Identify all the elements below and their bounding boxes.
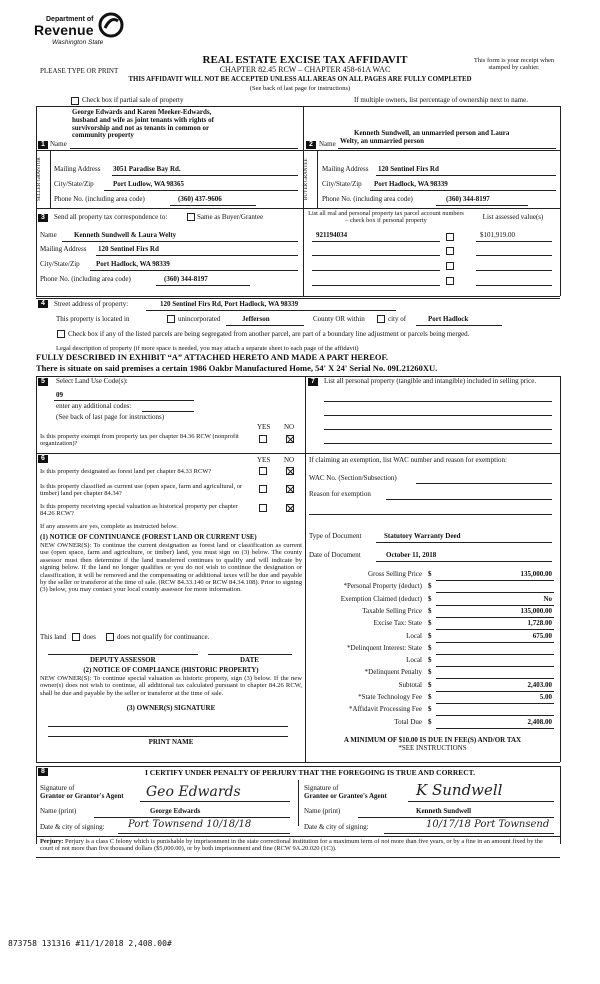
seller-name-line: survivorship and not as tenants in common or	[72, 123, 210, 132]
corr-phone-value: (360) 344-8197	[164, 275, 208, 283]
forest-yes-checkbox[interactable]	[259, 467, 267, 475]
personal-property-checkbox[interactable]	[446, 233, 454, 241]
land-use-see-back: (See back of last page for instructions)	[56, 413, 165, 421]
section-3-number: 3	[38, 214, 48, 222]
land-use-label: Select Land Use Code(s):	[56, 377, 128, 385]
grantor-name-value: George Edwards	[150, 807, 201, 815]
calc-row-dollar: $	[428, 718, 432, 726]
calc-row-dollar: $	[428, 668, 432, 676]
grantee-signature: K Sundwell	[416, 781, 503, 799]
calc-row-label: Local	[406, 656, 422, 664]
deputy-assessor-label: DEPUTY ASSESSOR	[90, 656, 156, 664]
legal-note: Legal description of property (if more space is needed, you may attach a separate sheet to each page of the affidavit)	[56, 345, 359, 352]
seller-name-line: George Edwards and Karen Meeker-Edwards,	[72, 108, 212, 116]
receipt-note: This form is your receipt when stamped by cashier.	[473, 57, 555, 72]
logo-emblem-icon	[98, 12, 124, 38]
seller-name-line: community property	[72, 131, 134, 140]
section-7-number: 7	[308, 378, 318, 386]
notice-continuance-title: (1) NOTICE OF CONTINUANCE (FOREST LAND OR CURRENT USE)	[40, 534, 257, 541]
historical-no-checkbox[interactable]	[286, 504, 294, 512]
grantee-date-value: 10/17/18 Port Townsend	[426, 819, 550, 830]
section-2-number: 2	[306, 141, 316, 149]
grantor-date-value: Port Townsend 10/18/18	[128, 819, 252, 830]
buyer-city-value: Port Hadlock, WA 98339	[374, 180, 448, 188]
this-land-label: This land	[40, 633, 67, 641]
segregated-checkbox[interactable]	[57, 330, 65, 338]
calc-row-dollar: $	[428, 607, 432, 615]
calc-row-line	[436, 728, 554, 729]
warning-text: THIS AFFIDAVIT WILL NOT BE ACCEPTED UNLESS ALL AREAS ON ALL PAGES ARE FULLY COMPLETED	[128, 76, 472, 83]
see-instructions-note: *SEE INSTRUCTIONS	[398, 744, 467, 752]
calc-row-line	[436, 642, 554, 643]
corr-mailing-value: 120 Sentinel Firs Rd	[98, 245, 159, 253]
street-label: Street address of property:	[54, 300, 129, 308]
logo-line1: Department of	[46, 16, 94, 23]
county-value: Jefferson	[242, 315, 270, 323]
deputy-date-label: DATE	[240, 656, 259, 664]
calc-row-label: *Personal Property (deduct)	[343, 582, 422, 590]
forest-no-checkbox[interactable]	[286, 467, 294, 475]
same-as-buyer-checkbox[interactable]	[187, 213, 195, 221]
grantor-date-label: Date & city of signing:	[40, 823, 105, 831]
calc-row-line	[436, 703, 554, 704]
parcel-number-value: 921194034	[316, 231, 348, 239]
calc-row-line	[436, 617, 554, 618]
if-yes-note: If any answers are yes, complete as instructed below.	[40, 523, 178, 530]
form-title: REAL ESTATE EXCISE TAX AFFIDAVIT	[202, 54, 408, 66]
section-6-number: 6	[38, 455, 48, 463]
corr-name-value: Kenneth Sundwell & Laura Welty	[74, 231, 177, 239]
calc-row-label: Taxable Selling Price	[362, 607, 422, 615]
buyer-city-label: City/State/Zip	[322, 180, 362, 188]
grantor-signature-label	[40, 785, 124, 801]
send-correspondence-label: Send all property tax correspondence to:	[54, 213, 168, 221]
corr-mailing-label: Mailing Address	[40, 245, 87, 253]
multiple-owners-note: If multiple owners, list percentage of ownership next to name.	[354, 96, 528, 104]
doc-type-label: Type of Document	[309, 532, 362, 540]
current-use-no-checkbox[interactable]	[286, 485, 294, 493]
grantor-signature: Geo Edwards	[146, 784, 241, 800]
calc-row-value: 2,403.00	[527, 681, 552, 689]
seller-name-line: husband and wife as joint tenants with rights of	[72, 115, 214, 124]
current-use-question: Is this property classified as current use (open space, farm and agricultural, or timber) land per chapter 84.34?	[40, 483, 243, 498]
wac-label: WAC No. (Section/Subsection)	[309, 474, 397, 482]
minimum-due-note: A MINIMUM OF $10.00 IS DUE IN FEE(S) AND/OR TAX	[343, 736, 522, 744]
calc-row-value: No	[543, 595, 552, 603]
current-use-yes-checkbox[interactable]	[259, 485, 267, 493]
unincorporated-label: unincorporated	[178, 315, 221, 323]
sec6-no-header: NO	[284, 456, 295, 464]
corr-city-value: Port Hadlock, WA 98339	[96, 260, 170, 268]
grantee-name-label: Name (print)	[304, 807, 341, 815]
does-not-qualify-checkbox[interactable]	[106, 633, 114, 641]
calc-row-value: 135,000.00	[520, 607, 552, 615]
doc-date-label: Date of Document	[309, 551, 361, 559]
perjury-label: Perjury:	[40, 838, 64, 845]
seller-city-value: Port Ludlow, WA 98365	[113, 180, 185, 188]
grantor-name-label: Name (print)	[40, 807, 77, 815]
within-city-checkbox[interactable]	[377, 315, 385, 323]
buyer-name-value	[340, 130, 560, 146]
notice-compliance-text: NEW OWNER(S): To continue special valuation as historic property, sign (3) below. If the new owner(s) does not wish to continue, all additional tax calculated pursuant to chapter 84.26 RCW, shall be due and payable by the seller or transferor at the time of sale.	[40, 675, 302, 697]
calc-row-label: Subtotal	[398, 681, 422, 689]
calc-row-dollar: $	[428, 570, 432, 578]
calc-row-label: *Delinquent Interest: State	[346, 644, 422, 652]
grantor-sig-line1: Signature of	[40, 784, 75, 792]
exempt-yes-checkbox[interactable]	[259, 435, 267, 443]
calc-row-dollar: $	[428, 656, 432, 664]
owner-signature-label: (3) OWNER(S) SIGNATURE	[126, 704, 216, 712]
calc-row-value: 135,000.00	[520, 570, 552, 578]
print-name-label: PRINT NAME	[148, 738, 194, 746]
additional-codes-label: enter any additional codes:	[56, 402, 132, 410]
seller-side-label: SELLER GRANTOR	[37, 157, 42, 201]
county-label: County OR within	[313, 315, 365, 323]
historical-question: Is this property receiving special valuation as historical property per chapter 84.26 RCW?	[40, 503, 238, 518]
historical-yes-checkbox[interactable]	[259, 504, 267, 512]
calc-row-label: Total Due	[394, 718, 422, 726]
sec5-no-header: NO	[284, 423, 295, 431]
calc-row-line	[436, 715, 554, 716]
grantee-name-value: Kenneth Sundwell	[416, 807, 472, 815]
city-value: Port Hadlock	[428, 315, 469, 323]
legal-description-line2: There is situate on said premises a certain 1986 Oakbr Manufactured Home, 54' X 24' Serial No. 09L21260XU.	[36, 363, 438, 373]
corr-name-label: Name	[40, 231, 57, 239]
partial-sale-checkbox[interactable]	[71, 97, 79, 105]
calc-row-value: 1,728.00	[527, 619, 552, 627]
personal-property-label: List all personal property (tangible and intangible) included in selling price.	[324, 377, 537, 385]
does-not-label: does not qualify for continuance.	[117, 633, 210, 641]
calc-row-dollar: $	[428, 582, 432, 590]
section-8-number: 8	[38, 768, 48, 776]
calc-row-line	[436, 580, 554, 581]
calc-row-label: Excise Tax: State	[373, 619, 422, 627]
please-type: PLEASE TYPE OR PRINT	[40, 67, 119, 75]
section-1-number: 1	[38, 141, 48, 149]
parcel-header: List all real and personal property tax parcel account numbers – check box if personal property	[308, 210, 464, 225]
section-5-number: 5	[38, 378, 48, 386]
exempt-no-checkbox[interactable]	[286, 435, 294, 443]
cashier-stamp: 873758 131316 #11/1/2018 2,408.00#	[8, 939, 172, 948]
buyer-name-line: Kenneth Sundwell, an unmarried person and Laura	[354, 129, 510, 137]
calc-row-line	[436, 691, 554, 692]
street-value: 120 Sentinel Firs Rd, Port Hadlock, WA 98339	[160, 300, 299, 308]
segregated-label: Check box if any of the listed parcels are being segregated from another parcel, are part of a boundary line adjustment or parcels being merged.	[68, 330, 470, 338]
logo-line2: Revenue	[34, 22, 94, 38]
calc-row-dollar: $	[428, 644, 432, 652]
calc-row-line	[436, 629, 554, 630]
calc-row-label: *Delinquent Penalty	[364, 668, 422, 676]
grantee-sig-line1: Signature of	[304, 784, 339, 792]
calc-row-dollar: $	[428, 705, 432, 713]
calc-row-line	[436, 592, 554, 593]
grantee-date-label: Date & city of signing:	[304, 823, 369, 831]
calc-row-dollar: $	[428, 595, 432, 603]
seller-city-label: City/State/Zip	[54, 180, 94, 188]
sec5-yes-header: YES	[257, 423, 271, 431]
personal-property-checkbox[interactable]	[446, 277, 454, 285]
buyer-phone-value: (360) 344-8197	[446, 195, 490, 203]
calc-row-line	[436, 666, 554, 667]
see-back: (See back of last page for instructions)	[249, 85, 351, 92]
assessed-header: List assessed value(s)	[482, 213, 544, 221]
form-subtitle: CHAPTER 82.45 RCW – CHAPTER 458-61A WAC	[219, 65, 391, 74]
does-qualify-checkbox[interactable]	[72, 633, 80, 641]
calc-row-value: 675.00	[532, 632, 552, 640]
unincorporated-checkbox[interactable]	[167, 315, 175, 323]
exempt-question: Is this property exempt from property tax per chapter 84.36 RCW (nonprofit organization)?	[40, 433, 239, 448]
assessed-value: $101,919.00	[480, 231, 515, 239]
located-label: This property is located in	[56, 315, 130, 323]
sec6-yes-header: YES	[257, 456, 271, 464]
buyer-name-label: Name	[319, 140, 336, 148]
buyer-name-line: Welty, an unmarried person	[340, 136, 425, 145]
notice-continuance-text: NEW OWNER(S): To continue the current designation as forest land or classification as current use (open space, farm and agriculture, or timber) land, you must sign on (3) below. The county assessor must then determine if the land transferred continues to qualify and will indicate by signing below. If the land no longer qualifies or you do not wish to continue the designation or classification, it will be removed and the compensating or additional taxes will be due and payable by the seller or transferor at the time of sale. (RCW 84.33.140 or RCW 84.34.108). Prior to signing (3) below, you may contact your local county assessor for more information.	[40, 542, 302, 594]
calc-row-dollar: $	[428, 632, 432, 640]
notice-compliance-title: (2) NOTICE OF COMPLIANCE (HISTORIC PROPERTY)	[83, 667, 259, 674]
buyer-mailing-label: Mailing Address	[322, 165, 369, 173]
seller-name-label: Name	[50, 140, 67, 148]
calc-row-dollar: $	[428, 681, 432, 689]
forest-land-question: Is this property designated as forest land per chapter 84.33 RCW?	[40, 468, 212, 475]
does-label: does	[83, 633, 96, 641]
doc-date-value: October 11, 2018	[386, 551, 437, 559]
calc-row-label: *State Technology Fee	[358, 693, 422, 701]
section-4-number: 4	[38, 300, 48, 308]
certify-statement: I CERTIFY UNDER PENALTY OF PERJURY THAT THE FOREGOING IS TRUE AND CORRECT.	[144, 768, 475, 777]
seller-phone-value: (360) 437-9606	[178, 195, 222, 203]
calc-row-dollar: $	[428, 619, 432, 627]
grantor-sig-line2: Grantor or Grantor's Agent	[40, 791, 124, 800]
grantee-sig-line2: Grantee or Grantee's Agent	[304, 791, 387, 800]
personal-property-checkbox[interactable]	[446, 247, 454, 255]
logo-line3: Washington State	[52, 39, 104, 46]
corr-city-label: City/State/Zip	[40, 260, 80, 268]
seller-name-value	[72, 109, 300, 140]
seller-phone-label: Phone No. (including area code)	[54, 195, 145, 203]
calc-row-line	[436, 654, 554, 655]
dor-logo	[34, 14, 134, 54]
legal-description-line1: FULLY DESCRIBED IN EXHIBIT “A” ATTACHED HERETO AND MADE A PART HEREOF.	[36, 352, 389, 362]
doc-type-value: Statutory Warranty Deed	[384, 532, 461, 540]
calc-row-dollar: $	[428, 693, 432, 701]
perjury-text: Perjury is a class C felony which is punishable by imprisonment in the state correctional institution for a maximum term of not more than five years, or by a fine in an amount fixed by the court of not more than five thousand dollars ($5,000.00), or by both imprisonment and fine (RCW 9A.20.020 (1C)).	[40, 838, 543, 853]
partial-sale-label: Check box if partial sale of property	[82, 96, 184, 104]
calc-row-value: 2,408.00	[527, 718, 552, 726]
city-of-label: city of	[388, 315, 407, 323]
corr-phone-label: Phone No. (including area code)	[40, 275, 131, 283]
calc-row-label: Gross Selling Price	[367, 570, 422, 578]
buyer-side-label: BUYER GRANTEE	[304, 158, 309, 200]
land-use-value: 09	[56, 391, 63, 399]
seller-mailing-value: 3051 Paradise Bay Rd.	[113, 165, 181, 173]
calc-row-line	[436, 678, 554, 679]
buyer-mailing-value: 120 Sentinel Firs Rd	[378, 165, 439, 173]
personal-property-checkbox[interactable]	[446, 262, 454, 270]
reason-label: Reason for exemption	[309, 490, 371, 498]
calc-row-line	[436, 605, 554, 606]
same-as-buyer-label: Same as Buyer/Grantee	[197, 213, 264, 221]
calc-row-value: 5.00	[539, 693, 552, 701]
calc-row-label: Exemption Claimed (deduct)	[340, 595, 422, 603]
calc-row-label: Local	[406, 632, 422, 640]
grantee-signature-label	[304, 785, 387, 801]
seller-mailing-label: Mailing Address	[54, 165, 101, 173]
exemption-label: If claiming an exemption, list WAC number and reason for exemption:	[309, 456, 507, 464]
calc-row-label: *Affidavit Processing Fee	[349, 705, 422, 713]
buyer-phone-label: Phone No. (including area code)	[322, 195, 413, 203]
perjury-notice	[40, 838, 556, 852]
